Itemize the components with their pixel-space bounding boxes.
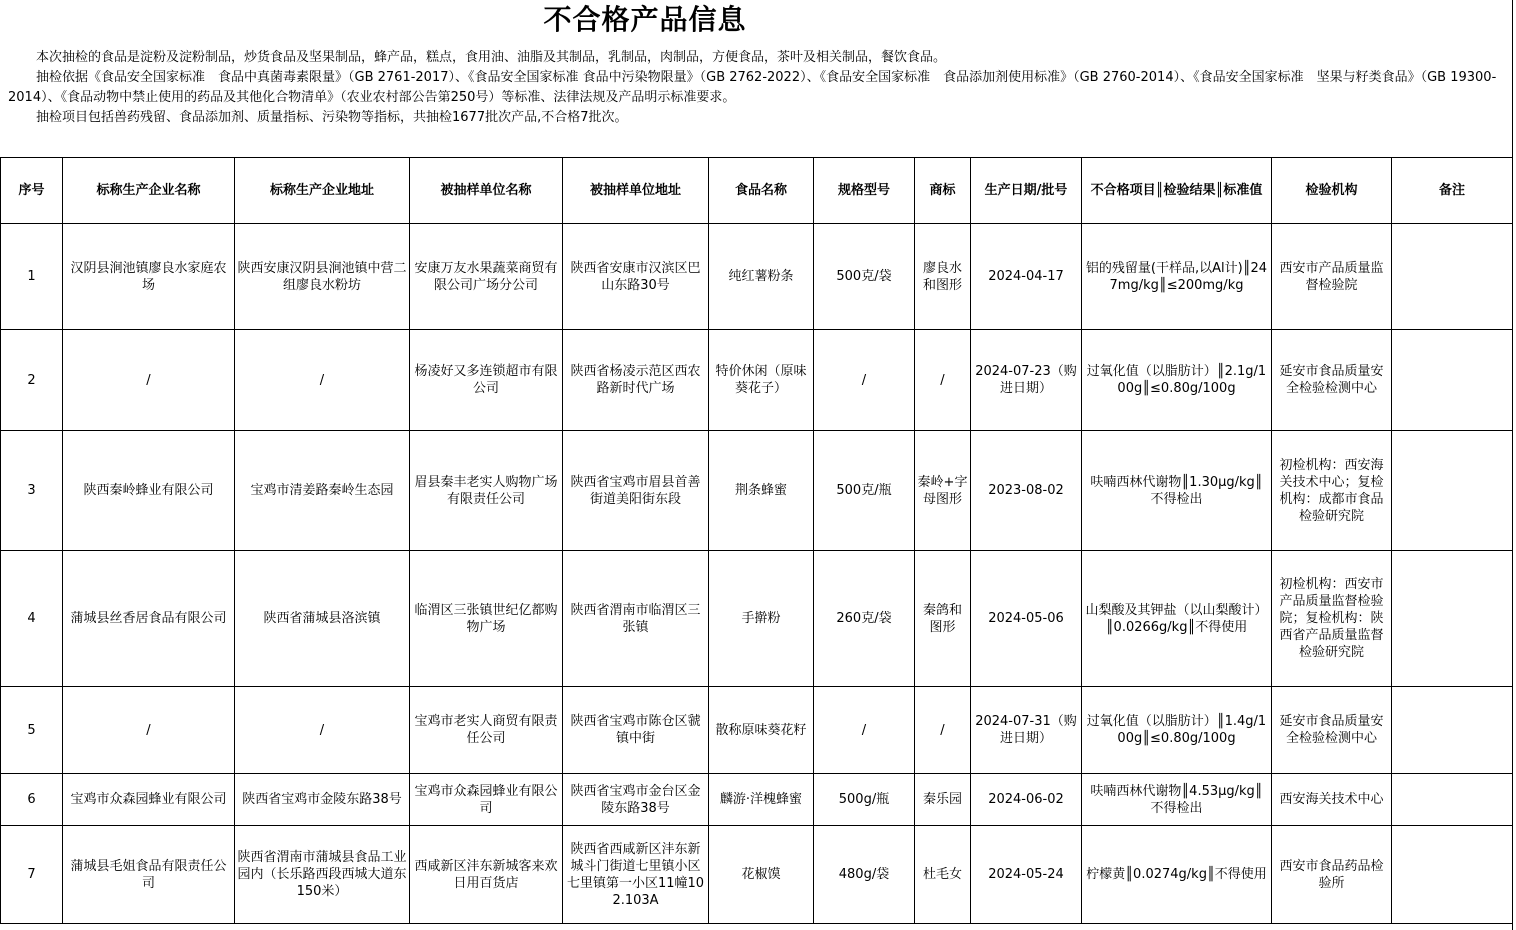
table-row bbox=[1, 330, 1513, 431]
table-cell: 特价休闲（原味葵花子） bbox=[709, 330, 814, 431]
header-cell: 标称生产企业地址 bbox=[235, 158, 410, 224]
table-cell: 500g/瓶 bbox=[814, 774, 915, 826]
table-cell: 4 bbox=[1, 551, 63, 687]
table-cell: 柠檬黄║0.0274g/kg║不得使用 bbox=[1082, 826, 1272, 924]
table-cell: 过氧化值（以脂肪计）║2.1g/100g║≤0.80g/100g bbox=[1082, 330, 1272, 431]
table-cell bbox=[1392, 551, 1513, 687]
table-cell: 1 bbox=[1, 224, 63, 330]
table-cell bbox=[1392, 224, 1513, 330]
table-cell: 2 bbox=[1, 330, 63, 431]
table-row bbox=[1, 687, 1513, 774]
table-cell: 麟游·洋槐蜂蜜 bbox=[709, 774, 814, 826]
table-cell: 480g/袋 bbox=[814, 826, 915, 924]
table-cell: 纯红薯粉条 bbox=[709, 224, 814, 330]
table-cell: 初检机构：西安海关技术中心；复检机构：成都市食品检验研究院 bbox=[1272, 431, 1392, 551]
intro-text bbox=[8, 48, 1508, 128]
table-cell: 宝鸡市老实人商贸有限责任公司 bbox=[410, 687, 563, 774]
table-cell: 临渭区三张镇世纪亿都购物广场 bbox=[410, 551, 563, 687]
table-cell: 西咸新区沣东新城客来欢日用百货店 bbox=[410, 826, 563, 924]
table-cell: / bbox=[63, 330, 235, 431]
table-cell: 西安市食品药品检验所 bbox=[1272, 826, 1392, 924]
header-cell: 检验机构 bbox=[1272, 158, 1392, 224]
table-row bbox=[1, 826, 1513, 924]
header-cell: 被抽样单位名称 bbox=[410, 158, 563, 224]
table-cell: 花椒馍 bbox=[709, 826, 814, 924]
table-cell: / bbox=[814, 330, 915, 431]
table-cell: / bbox=[235, 330, 410, 431]
header-cell: 生产日期/批号 bbox=[971, 158, 1082, 224]
table-cell: 秦鸽和图形 bbox=[915, 551, 971, 687]
table-cell: 陕西省宝鸡市金陵东路38号 bbox=[235, 774, 410, 826]
intro-paragraph: 本次抽检的食品是淀粉及淀粉制品，炒货食品及坚果制品，蜂产品，糕点，食用油、油脂及其制品，乳制品，肉制品，方便食品，茶叶及相关制品，餐饮食品。 bbox=[36, 50, 947, 65]
table-cell: 手擀粉 bbox=[709, 551, 814, 687]
table-cell: 初检机构：西安市产品质量监督检验院；复检机构：陕西省产品质量监督检验研究院 bbox=[1272, 551, 1392, 687]
table-cell: 杨凌好又多连锁超市有限公司 bbox=[410, 330, 563, 431]
table-cell: 眉县秦丰老实人购物广场有限责任公司 bbox=[410, 431, 563, 551]
table-cell: 陕西省西咸新区沣东新城斗门街道七里镇小区七里镇第一小区11幢102.103A bbox=[563, 826, 709, 924]
table-cell: 宝鸡市众森园蜂业有限公司 bbox=[410, 774, 563, 826]
table-row bbox=[1, 551, 1513, 687]
table-cell: 安康万友水果蔬菜商贸有限公司广场分公司 bbox=[410, 224, 563, 330]
table-row bbox=[1, 224, 1513, 330]
table-header-row bbox=[1, 158, 1513, 224]
table-cell: 7 bbox=[1, 826, 63, 924]
table-cell: / bbox=[63, 687, 235, 774]
table-cell: 延安市食品质量安全检验检测中心 bbox=[1272, 330, 1392, 431]
table-cell: 秦岭+字母图形 bbox=[915, 431, 971, 551]
table-cell: 3 bbox=[1, 431, 63, 551]
table-cell: 散称原味葵花籽 bbox=[709, 687, 814, 774]
table-cell: 呋喃西林代谢物║1.30μg/kg║不得检出 bbox=[1082, 431, 1272, 551]
table-cell: 2024-07-31（购进日期） bbox=[971, 687, 1082, 774]
table-cell: 500克/瓶 bbox=[814, 431, 915, 551]
table-row bbox=[1, 774, 1513, 826]
table-cell: 陕西省杨凌示范区西农路新时代广场 bbox=[563, 330, 709, 431]
table-cell: 2024-05-24 bbox=[971, 826, 1082, 924]
table-cell bbox=[1392, 774, 1513, 826]
table-cell: 陕西省宝鸡市眉县首善街道美阳街东段 bbox=[563, 431, 709, 551]
table-cell: 蒲城县丝香居食品有限公司 bbox=[63, 551, 235, 687]
table-cell: 6 bbox=[1, 774, 63, 826]
table-cell: 山梨酸及其钾盐（以山梨酸计）║0.0266g/kg║不得使用 bbox=[1082, 551, 1272, 687]
table-cell: / bbox=[915, 330, 971, 431]
table-cell: 陕西省宝鸡市陈仓区虢镇中街 bbox=[563, 687, 709, 774]
table-cell: 过氧化值（以脂肪计）║1.4g/100g║≤0.80g/100g bbox=[1082, 687, 1272, 774]
header-cell: 被抽样单位地址 bbox=[563, 158, 709, 224]
table-cell: / bbox=[814, 687, 915, 774]
intro-paragraph: 抽检依据《食品安全国家标准 食品中真菌毒素限量》（GB 2761-2017）、《食品安全国家标准 食品中污染物限量》（GB 2762-2022）、《食品安全国家标准 食品添加剂使用标准》（GB 2760-2014）、《食品安全国家标准 坚果与籽类食品》（GB 19300-2014）、《食品动物中禁止使用的药品及其他化合物清单》（农业农村部公告第250号）等标准、法律法规及产品明示标准要求。 bbox=[8, 70, 1497, 105]
table-row bbox=[1, 431, 1513, 551]
table-cell: 2024-05-06 bbox=[971, 551, 1082, 687]
table-cell bbox=[1392, 431, 1513, 551]
table-cell: 宝鸡市清姜路秦岭生态园 bbox=[235, 431, 410, 551]
table-cell: 陕西省宝鸡市金台区金陵东路38号 bbox=[563, 774, 709, 826]
table-cell: 铝的残留量(干样品,以Al计)║247mg/kg║≤200mg/kg bbox=[1082, 224, 1272, 330]
table-cell: 陕西秦岭蜂业有限公司 bbox=[63, 431, 235, 551]
table-cell: 荆条蜂蜜 bbox=[709, 431, 814, 551]
table-cell: 延安市食品质量安全检验检测中心 bbox=[1272, 687, 1392, 774]
header-cell: 商标 bbox=[915, 158, 971, 224]
table-cell: 杜毛女 bbox=[915, 826, 971, 924]
table-cell: 陕西省渭南市蒲城县食品工业园内（长乐路西段西城大道东150米） bbox=[235, 826, 410, 924]
intro-paragraph: 抽检项目包括兽药残留、食品添加剂、质量指标、污染物等指标，共抽检1677批次产品,不合格7批次。 bbox=[36, 110, 628, 125]
table-cell: 2024-07-23（购进日期） bbox=[971, 330, 1082, 431]
table-cell bbox=[1392, 330, 1513, 431]
table-cell: 陕西省蒲城县洛滨镇 bbox=[235, 551, 410, 687]
table-cell bbox=[1392, 687, 1513, 774]
table-cell: 2024-04-17 bbox=[971, 224, 1082, 330]
page-title: 不合格产品信息 bbox=[543, 3, 747, 36]
table-cell: 2024-06-02 bbox=[971, 774, 1082, 826]
table-cell: 宝鸡市众森园蜂业有限公司 bbox=[63, 774, 235, 826]
table-cell: 西安海关技术中心 bbox=[1272, 774, 1392, 826]
table-cell: 5 bbox=[1, 687, 63, 774]
table-cell: 260克/袋 bbox=[814, 551, 915, 687]
header-cell: 序号 bbox=[1, 158, 63, 224]
table-cell: 2023-08-02 bbox=[971, 431, 1082, 551]
table-cell: 陕西省渭南市临渭区三张镇 bbox=[563, 551, 709, 687]
results-table bbox=[0, 157, 1513, 924]
header-cell: 备注 bbox=[1392, 158, 1513, 224]
table-cell: 汉阴县涧池镇廖良水家庭农场 bbox=[63, 224, 235, 330]
table-cell: / bbox=[235, 687, 410, 774]
table-cell: 蒲城县毛姐食品有限责任公司 bbox=[63, 826, 235, 924]
table-cell: 廖良水和图形 bbox=[915, 224, 971, 330]
table-cell: 呋喃西林代谢物║4.53μg/kg║不得检出 bbox=[1082, 774, 1272, 826]
header-cell: 标称生产企业名称 bbox=[63, 158, 235, 224]
header-cell: 规格型号 bbox=[814, 158, 915, 224]
header-cell: 不合格项目║检验结果║标准值 bbox=[1082, 158, 1272, 224]
table-cell: 秦乐园 bbox=[915, 774, 971, 826]
table-cell bbox=[1392, 826, 1513, 924]
table-cell: / bbox=[915, 687, 971, 774]
table-cell: 500克/袋 bbox=[814, 224, 915, 330]
table-cell: 陕西安康汉阴县涧池镇中营二组廖良水粉坊 bbox=[235, 224, 410, 330]
table-cell: 西安市产品质量监督检验院 bbox=[1272, 224, 1392, 330]
header-cell: 食品名称 bbox=[709, 158, 814, 224]
table-cell: 陕西省安康市汉滨区巴山东路30号 bbox=[563, 224, 709, 330]
